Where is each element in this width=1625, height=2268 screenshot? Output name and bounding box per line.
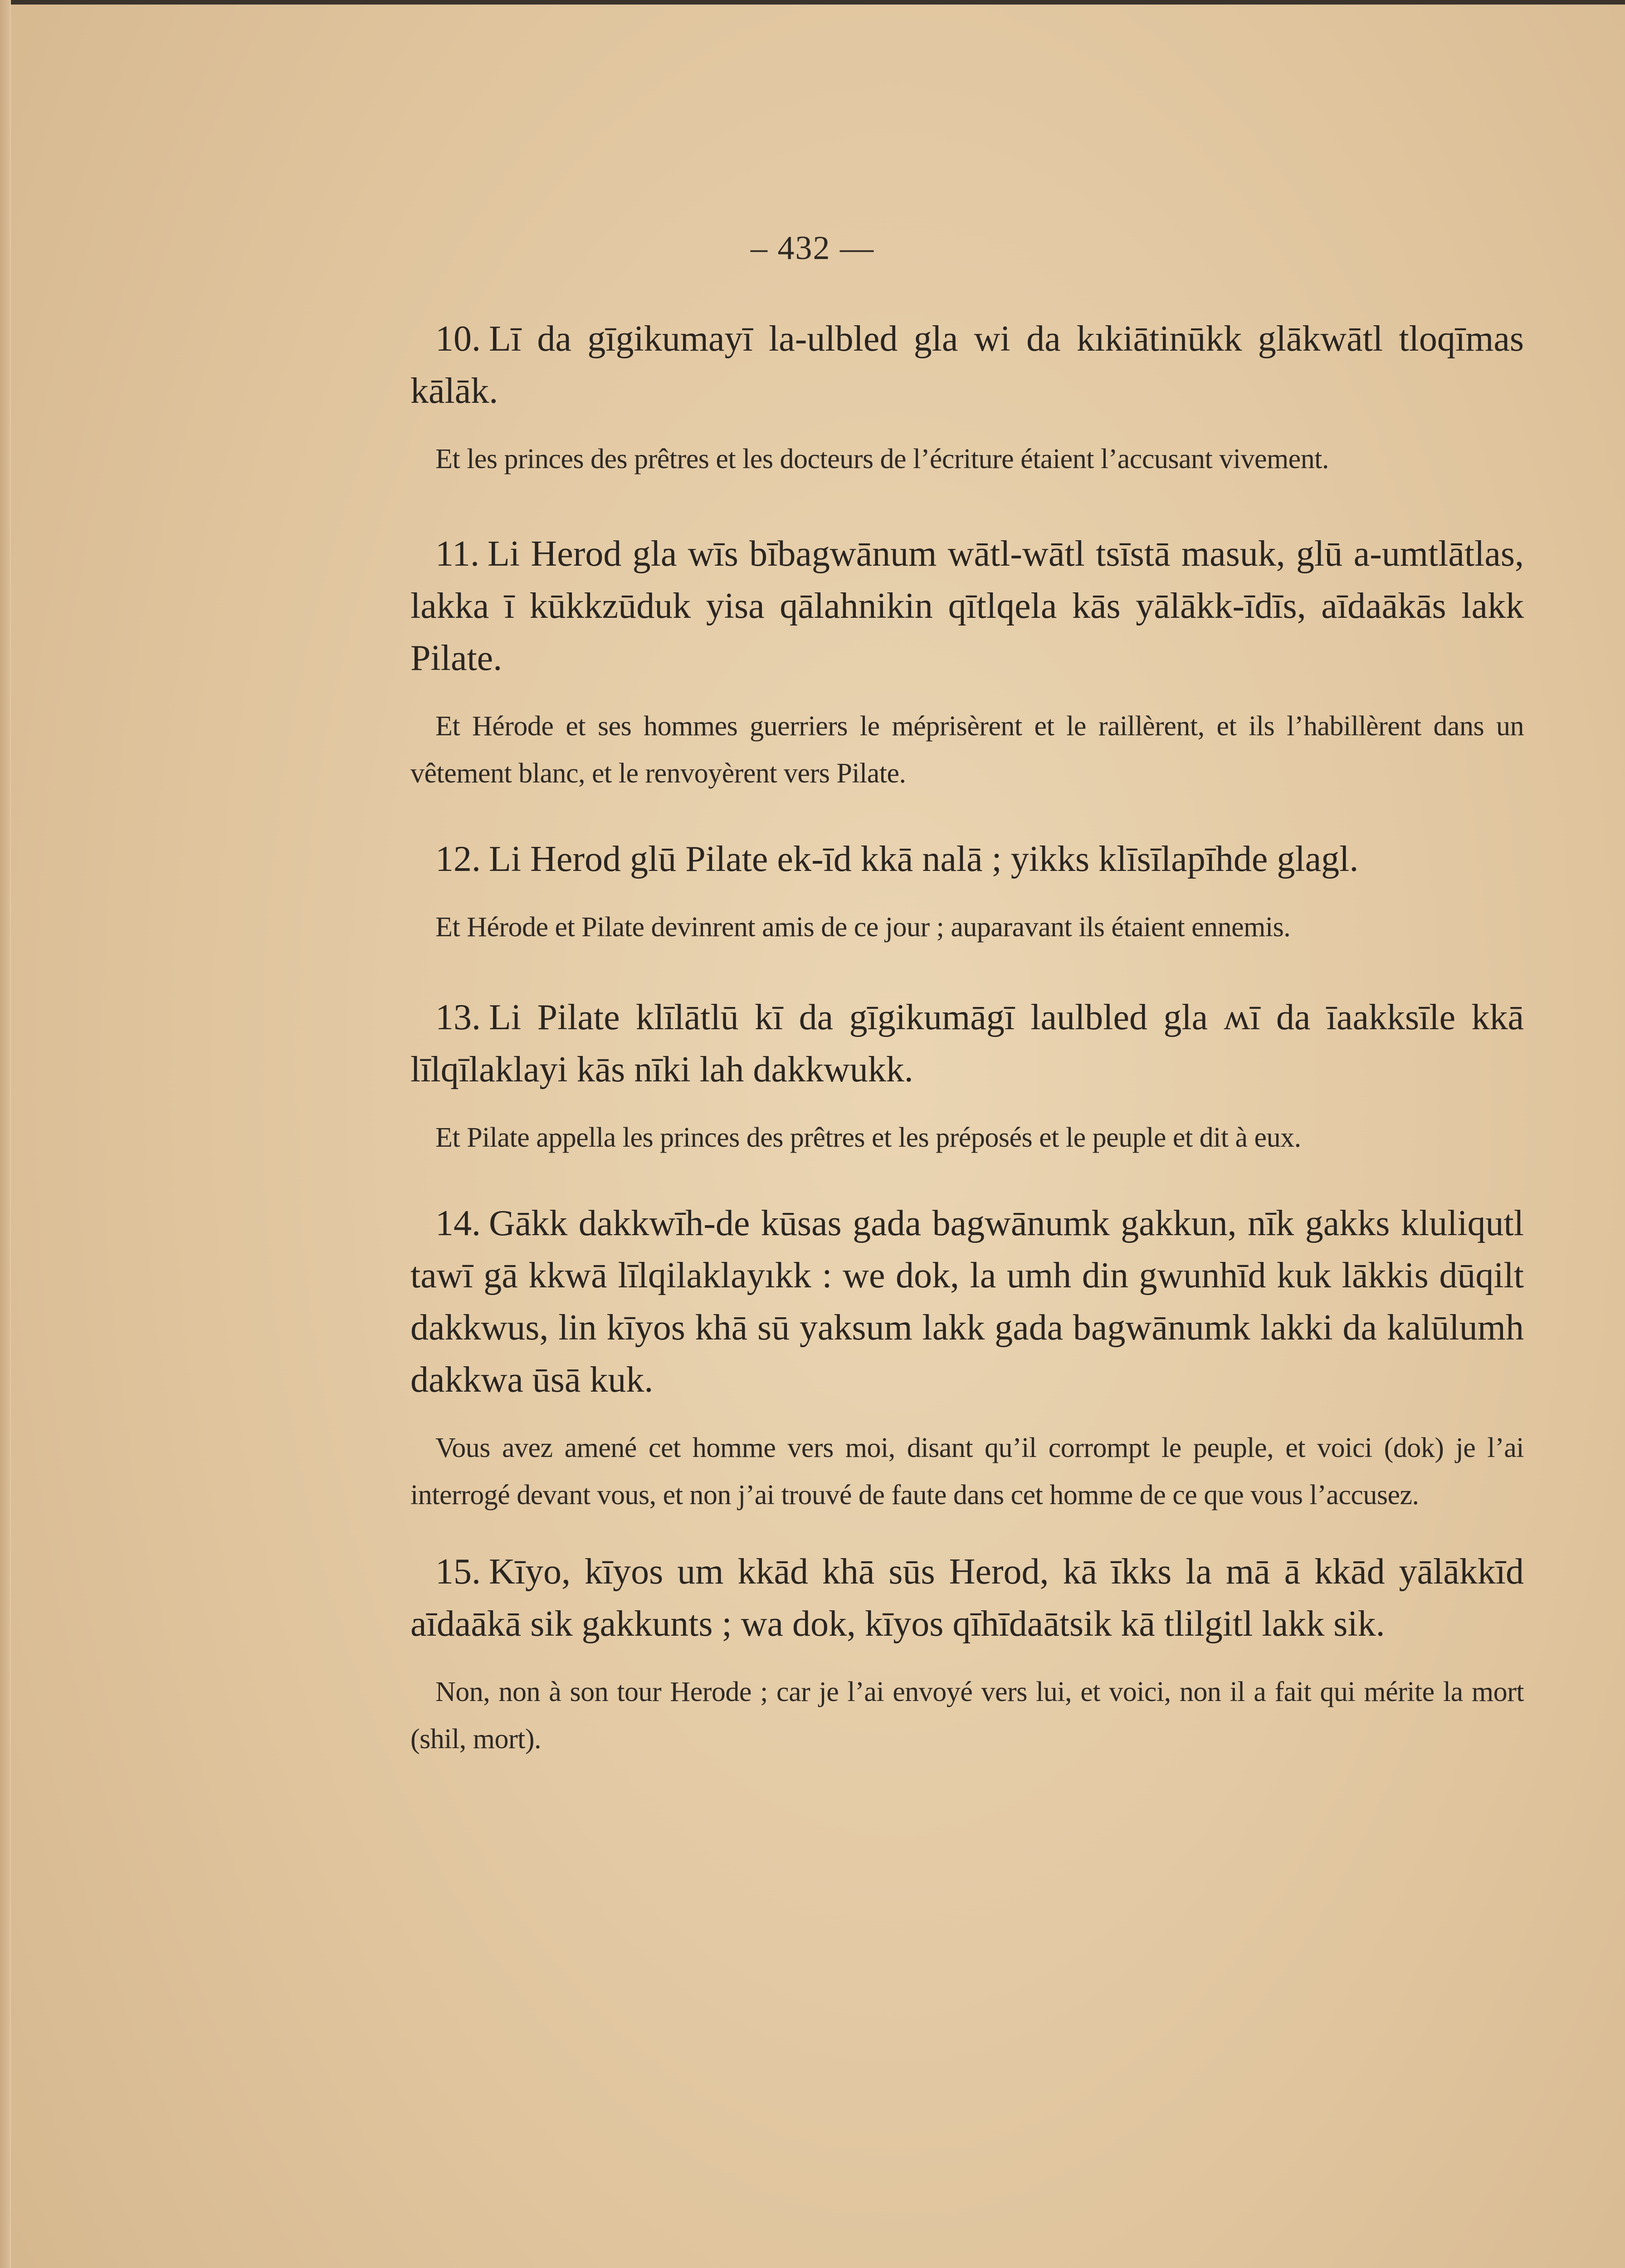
- verse-number: 13.: [435, 997, 481, 1037]
- scan-top-edge: [0, 0, 1625, 5]
- native-text: Lī da gīgikumayī la-ulbled gla wi da kıkiātinūkk glākwātl tloqīmas kālāk.: [410, 319, 1524, 411]
- verse-native-text: [410, 992, 1524, 1096]
- text-block: [410, 313, 1524, 1763]
- verse-15: [410, 1546, 1524, 1763]
- verse-10: [410, 313, 1524, 483]
- verse-french-translation: Et Hérode et Pilate devinrent amis de ce jour ; auparavant ils étaient ennemis.: [435, 912, 1291, 943]
- verse-13: [410, 992, 1524, 1161]
- verse-french-translation: Non, non à son tour Herode ; car je l’ai envoyé vers lui, et voici, non il a fait qui mérite la mort (shil, mort).: [410, 1677, 1524, 1755]
- verse-number: 11.: [435, 534, 480, 574]
- verse-number: 10.: [435, 319, 481, 359]
- verse-14: [410, 1198, 1524, 1519]
- verse-11: [410, 528, 1524, 797]
- native-text: Gākk dakkwīh-de kūsas gada bagwānumk gakkun, nīk gakks kluliqutl tawī gā kkwā līlqilaklayıkk : we dok, la umh din gwunhīd kuk lākkis dūqilt dakkwus, lin kīyos khā sū yaksum lakk gada bagwānumk lakki da kalūlumh dakkwa ūsā kuk.: [410, 1203, 1524, 1400]
- verse-native-text: [410, 1198, 1524, 1406]
- native-text: Kīyo, kīyos um kkād khā sūs Herod, kā īkks la mā ā kkād yālākkīd aīdaākā sik gakkunts ; wa dok, kīyos qīhīdaātsik kā tlilgitl lakk sik.: [410, 1552, 1524, 1644]
- verse-french-translation: Et Pilate appella les princes des prêtres et les préposés et le peuple et dit à eux.: [435, 1122, 1301, 1153]
- page-number: – 432 —: [751, 230, 874, 267]
- verse-number: 14.: [435, 1203, 481, 1243]
- verse-native-text: [410, 528, 1524, 684]
- verse-number: 15.: [435, 1552, 481, 1592]
- verse-french-translation: Vous avez amené cet homme vers moi, disant qu’il corrompt le peuple, et voici (dok) je l’ai interrogé devant vous, et non j’ai trouvé de faute dans cet homme de ce que vous l’accusez.: [410, 1432, 1524, 1510]
- verse-french-translation: Et Hérode et ses hommes guerriers le méprisèrent et le raillèrent, et ils l’habillèrent dans un vêtement blanc, et le renvoyèrent vers Pilate.: [410, 711, 1524, 789]
- native-text: Li Herod glū Pilate ek-īd kkā nalā ; yikks klīsīlapīhde glagl.: [489, 839, 1359, 879]
- native-text: Li Pilate klīlātlū kī da gīgikumāgī laulbled gla ʍī da īaakksīle kkā līlqīlaklayi kās nīki lah dakkwukk.: [410, 997, 1524, 1090]
- page-gutter-fold: [0, 0, 11, 2268]
- verse-native-text: [410, 313, 1524, 417]
- verse-native-text: [410, 833, 1524, 885]
- verse-12: [410, 833, 1524, 951]
- verse-french-translation: Et les princes des prêtres et les docteurs de l’écriture étaient l’accusant vivement.: [435, 444, 1329, 474]
- native-text: Li Herod gla wīs bībagwānum wātl-wātl tsīstā masuk, glū a-umtlātlas, lakka ī kūkkzūduk yisa qālahnikin qītlqela kās yālākk-īdīs, aīdaākās lakk Pilate.: [410, 534, 1524, 678]
- verse-native-text: [410, 1546, 1524, 1650]
- verse-number: 12.: [435, 839, 481, 879]
